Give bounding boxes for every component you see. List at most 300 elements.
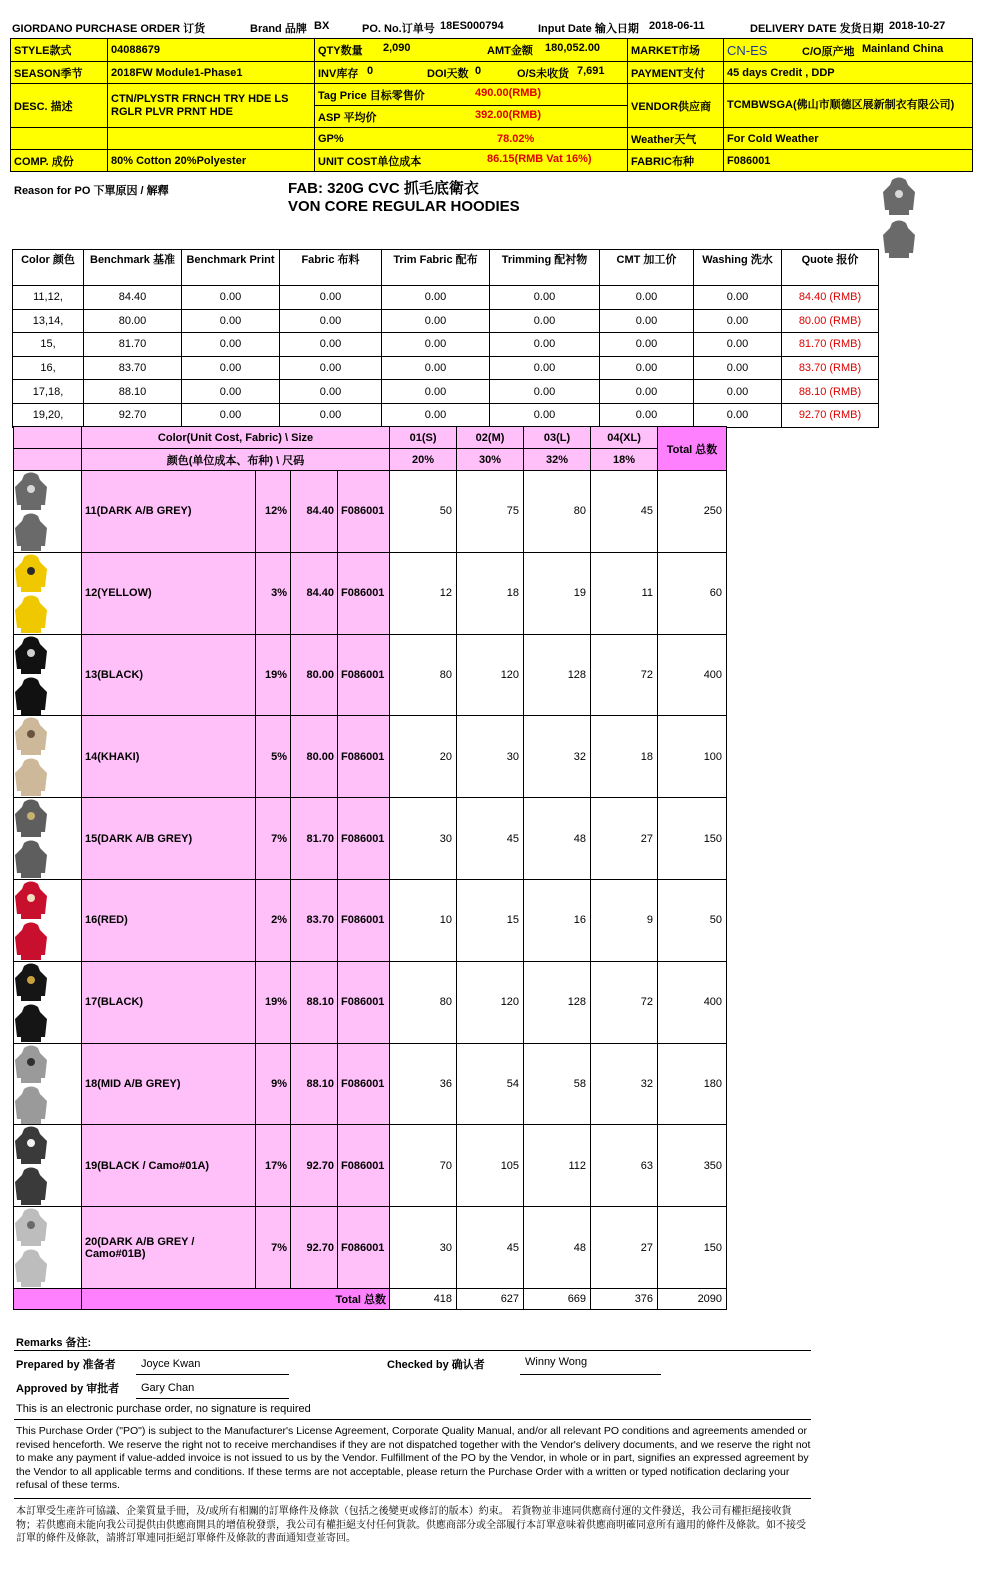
inv-doi-os-cell	[315, 62, 628, 84]
amt-label: AMT金额	[487, 45, 533, 57]
unit-cost: 92.70	[291, 1207, 338, 1289]
color-name: 16(RED)	[82, 879, 256, 961]
row-total: 60	[658, 552, 727, 634]
hoodie-front-icon	[14, 880, 48, 920]
unit-cost: 84.40	[291, 552, 338, 634]
hoodie-front-icon	[14, 635, 48, 675]
qty-s: 36	[390, 1043, 457, 1125]
remarks-line	[14, 1350, 811, 1351]
quote-value-cell: 0.00	[382, 403, 490, 427]
hoodie-back-icon	[14, 1166, 48, 1206]
row-total: 400	[658, 961, 727, 1043]
co-label: C/O原产地	[802, 46, 855, 58]
quote-header-row	[13, 250, 879, 286]
quote-value-cell: 0.00	[182, 309, 280, 333]
desc-label: DESC. 描述	[11, 84, 108, 128]
hoodie-front-icon	[14, 1125, 48, 1165]
unit-cost: 80.00	[291, 634, 338, 716]
style-label: STYLE款式	[11, 39, 108, 62]
quote-value-cell: 0.00	[280, 403, 382, 427]
hoodie-back-icon	[14, 1003, 48, 1043]
quote-value-cell: 0.00	[490, 286, 600, 310]
fabric-code: F086001	[338, 471, 390, 553]
gp-cell	[315, 128, 628, 150]
qty-s: 12	[390, 552, 457, 634]
qty-m: 120	[457, 634, 524, 716]
hoodie-thumbnail	[14, 879, 82, 961]
quote-value-cell: 83.70	[84, 356, 182, 380]
qty-m: 54	[457, 1043, 524, 1125]
inv-label: INV库存	[318, 67, 359, 80]
quote-value-cell: 80.00	[84, 309, 182, 333]
quote-value-cell: 0.00	[382, 309, 490, 333]
fab-title-line-1: FAB: 320G CVC 抓毛底衛衣	[288, 180, 479, 197]
quote-value-cell: 92.70	[84, 403, 182, 427]
hoodie-back-icon	[14, 676, 48, 716]
quote-value-cell: 0.00	[694, 286, 782, 310]
quote-header-washing: Washing 洗水	[694, 250, 782, 286]
quote-value-cell: 0.00	[280, 333, 382, 357]
hoodie-front-icon	[14, 716, 48, 756]
doi-label: DOI天数	[427, 67, 469, 80]
size-name-m: 02(M)	[457, 427, 524, 449]
color-name: 18(MID A/B GREY)	[82, 1043, 256, 1125]
quote-value-cell: 0.00	[490, 380, 600, 404]
qty-l: 112	[524, 1125, 591, 1207]
qty-xl: 9	[591, 879, 658, 961]
qty-s: 50	[390, 471, 457, 553]
co-value: Mainland China	[862, 43, 944, 55]
color-name: 12(YELLOW)	[82, 552, 256, 634]
remarks-label: Remarks 备注:	[16, 1337, 92, 1349]
unit-cost: 88.10	[291, 961, 338, 1043]
quote-header-trimming: Trimming 配衬物	[490, 250, 600, 286]
size-pct-m: 30%	[457, 449, 524, 471]
quote-value-cell: 0.00	[694, 356, 782, 380]
quote-value-cell: 0.00	[280, 286, 382, 310]
market-label: MARKET市场	[628, 39, 724, 62]
hoodie-thumbnail	[14, 798, 82, 880]
qty-l: 48	[524, 1207, 591, 1289]
comp-value: 80% Cotton 20%Polyester	[108, 150, 315, 172]
approved-by: Gary Chan	[141, 1382, 195, 1394]
quote-value-cell: 0.00	[490, 403, 600, 427]
quote-price-cell: 83.70 (RMB)	[782, 356, 879, 380]
unit-cost: 92.70	[291, 1125, 338, 1207]
hoodie-back-icon	[14, 512, 48, 552]
po-number: 18ES000794	[440, 20, 504, 32]
size-pct-l: 32%	[524, 449, 591, 471]
input-date-label: Input Date 输入日期	[538, 23, 639, 35]
quote-price-cell: 81.70 (RMB)	[782, 333, 879, 357]
qty-l: 128	[524, 961, 591, 1043]
hoodie-back-icon	[882, 219, 916, 259]
vendor-label: VENDOR供应商	[628, 84, 724, 128]
quote-value-cell: 0.00	[280, 380, 382, 404]
color-name: 11(DARK A/B GREY)	[82, 471, 256, 553]
empty-cell	[108, 128, 315, 150]
hoodie-thumbnail	[14, 634, 82, 716]
checked-line	[520, 1374, 661, 1375]
fabric-value: F086001	[724, 150, 973, 172]
gp-label: GP%	[318, 132, 344, 145]
qty-value: 2,090	[383, 42, 411, 54]
hoodie-front-icon	[14, 962, 48, 1002]
color-row	[14, 798, 727, 880]
checked-by: Winny Wong	[525, 1356, 588, 1368]
size-header-cn: 颜色(单位成本、布种) \ 尺码	[82, 449, 390, 471]
quote-row	[13, 286, 879, 310]
quote-header-quote: Quote 报价	[782, 250, 879, 286]
quote-header-trim-fabric: Trim Fabric 配布	[382, 250, 490, 286]
quote-value-cell: 0.00	[382, 333, 490, 357]
color-pct: 9%	[256, 1043, 291, 1125]
color-pct: 7%	[256, 798, 291, 880]
color-row	[14, 552, 727, 634]
size-total: 418	[390, 1288, 457, 1309]
color-name: 19(BLACK / Camo#01A)	[82, 1125, 256, 1207]
desc-value: CTN/PLYSTR FRNCH TRY HDE LS RGLR PLVR PRNT HDE	[108, 84, 315, 128]
gp-value: 78.02%	[497, 132, 535, 145]
grand-total: 2090	[658, 1288, 727, 1309]
qty-xl: 72	[591, 961, 658, 1043]
qty-l: 80	[524, 471, 591, 553]
size-pct-row	[14, 449, 727, 471]
qty-l: 48	[524, 798, 591, 880]
fabric-code: F086001	[338, 879, 390, 961]
fabric-code: F086001	[338, 1207, 390, 1289]
quote-value-cell: 0.00	[382, 286, 490, 310]
size-name-xl: 04(XL)	[591, 427, 658, 449]
qty-xl: 45	[591, 471, 658, 553]
qty-s: 30	[390, 1207, 457, 1289]
hoodie-front-icon	[14, 553, 48, 593]
size-name-l: 03(L)	[524, 427, 591, 449]
qty-m: 15	[457, 879, 524, 961]
qty-xl: 27	[591, 1207, 658, 1289]
size-name-s: 01(S)	[390, 427, 457, 449]
quote-value-cell: 0.00	[600, 403, 694, 427]
row-total: 150	[658, 798, 727, 880]
prepared-by: Joyce Kwan	[141, 1358, 201, 1370]
hoodie-back-icon	[14, 921, 48, 961]
size-total: 669	[524, 1288, 591, 1309]
size-header-row	[14, 427, 727, 449]
fab-title	[288, 180, 520, 216]
quote-value-cell: 0.00	[490, 356, 600, 380]
color-row	[14, 716, 727, 798]
qty-xl: 11	[591, 552, 658, 634]
season-value: 2018FW Module1-Phase1	[108, 62, 315, 84]
hoodie-back-icon	[14, 839, 48, 879]
fabric-code: F086001	[338, 634, 390, 716]
brand-value: BX	[314, 20, 330, 32]
market-co-cell	[724, 39, 973, 62]
qty-s: 80	[390, 961, 457, 1043]
fabric-label: FABRIC布种	[628, 150, 724, 172]
terms-cn: 本訂單受生產許可協議、企業質量手冊，及/或所有相關的訂單條件及條款（包括之後變更或修訂的版本）約束。 若貨物並非連同供應商付運的文件發送，我公司有權拒絕接收貨物；若供應商未能向我公司提供由供應商開具的增值稅發票，我公司有權拒絕支付任何貨款。供應商部分或全部履行本訂單意味着供應商明確同意所有適用的條件及條款。如不接受訂單的條件及條款，請將訂單連同拒絕訂單條件及條款的書面通知壹並寄回。	[16, 1506, 806, 1545]
qty-xl: 63	[591, 1125, 658, 1207]
color-pct: 2%	[256, 879, 291, 961]
quote-value-cell: 84.40	[84, 286, 182, 310]
color-row	[14, 1125, 727, 1207]
color-name: 14(KHAKI)	[82, 716, 256, 798]
row-total: 250	[658, 471, 727, 553]
tag-price-value: 490.00(RMB)	[475, 87, 542, 99]
payment-value: 45 days Credit , DDP	[724, 62, 973, 84]
size-breakdown-table	[13, 426, 727, 1310]
qty-m: 18	[457, 552, 524, 634]
quote-value-cell: 0.00	[600, 356, 694, 380]
quote-header-benchmark: Benchmark 基准	[84, 250, 182, 286]
input-date: 2018-06-11	[649, 20, 705, 32]
inv-value: 0	[367, 64, 374, 77]
qty-xl: 18	[591, 716, 658, 798]
quote-value-cell: 81.70	[84, 333, 182, 357]
quote-value-cell: 0.00	[694, 333, 782, 357]
totals-blank	[14, 1288, 82, 1309]
qty-xl: 32	[591, 1043, 658, 1125]
vendor-value: TCMBWSGA(佛山市顺德区展新制衣有限公司)	[724, 84, 973, 128]
approved-line	[136, 1398, 289, 1399]
tag-price-row	[315, 84, 627, 106]
quote-value-cell: 0.00	[490, 309, 600, 333]
po-title: GIORDANO PURCHASE ORDER 订货	[12, 23, 206, 35]
size-header-en: Color(Unit Cost, Fabric) \ Size	[82, 427, 390, 449]
quote-row	[13, 403, 879, 427]
qty-label: QTY数量	[318, 45, 363, 57]
doi-value: 0	[475, 64, 482, 77]
po-number-label: PO. No.订单号	[362, 23, 435, 35]
fabric-code: F086001	[338, 798, 390, 880]
quote-color-cell: 15,	[13, 333, 84, 357]
asp-label: ASP 平均价	[318, 112, 377, 124]
unit-cost: 84.40	[291, 471, 338, 553]
weather-label: Weather天气	[628, 128, 724, 150]
empty-cell	[11, 128, 108, 150]
size-pct-xl: 18%	[591, 449, 658, 471]
qty-l: 128	[524, 634, 591, 716]
payment-label: PAYMENT支付	[628, 62, 724, 84]
quote-value-cell: 0.00	[382, 380, 490, 404]
quote-value-cell: 0.00	[600, 309, 694, 333]
totals-row	[14, 1288, 727, 1309]
quote-header-cmt: CMT 加工价	[600, 250, 694, 286]
hoodie-thumbnail	[14, 552, 82, 634]
qty-m: 105	[457, 1125, 524, 1207]
fabric-code: F086001	[338, 552, 390, 634]
weather-value: For Cold Weather	[724, 128, 973, 150]
quote-value-cell: 0.00	[600, 333, 694, 357]
asp-value: 392.00(RMB)	[475, 109, 542, 121]
unit-cost: 81.70	[291, 798, 338, 880]
size-total: 376	[591, 1288, 658, 1309]
color-pct: 12%	[256, 471, 291, 553]
quote-row	[13, 356, 879, 380]
quote-value-cell: 0.00	[694, 309, 782, 333]
hoodie-front-icon	[14, 1044, 48, 1084]
fabric-code: F086001	[338, 1043, 390, 1125]
divider-line	[14, 1419, 811, 1420]
row-total: 400	[658, 634, 727, 716]
color-pct: 19%	[256, 634, 291, 716]
comp-label: COMP. 成份	[11, 150, 108, 172]
quote-row	[13, 333, 879, 357]
quote-value-cell: 0.00	[382, 356, 490, 380]
unit-cost: 80.00	[291, 716, 338, 798]
hoodie-back-icon	[14, 594, 48, 634]
quote-value-cell: 0.00	[182, 333, 280, 357]
quote-header-benchmark-print: Benchmark Print	[182, 250, 280, 286]
quote-row	[13, 309, 879, 333]
qty-xl: 72	[591, 634, 658, 716]
row-total: 150	[658, 1207, 727, 1289]
qty-xl: 27	[591, 798, 658, 880]
quote-price-cell: 88.10 (RMB)	[782, 380, 879, 404]
qty-l: 32	[524, 716, 591, 798]
unit-cost-label: UNIT COST单位成本	[318, 155, 422, 168]
hoodie-front-icon	[14, 1207, 48, 1247]
qty-s: 10	[390, 879, 457, 961]
fabric-code: F086001	[338, 961, 390, 1043]
color-name: 13(BLACK)	[82, 634, 256, 716]
row-total: 100	[658, 716, 727, 798]
asp-row	[315, 106, 627, 127]
row-total: 50	[658, 879, 727, 961]
quote-value-cell: 0.00	[182, 286, 280, 310]
quote-table	[12, 249, 879, 428]
fabric-code: F086001	[338, 1125, 390, 1207]
color-name: 20(DARK A/B GREY / Camo#01B)	[82, 1207, 256, 1289]
size-pct-s: 20%	[390, 449, 457, 471]
quote-row	[13, 380, 879, 404]
delivery-date-label: DELIVERY DATE 发货日期	[750, 23, 884, 35]
qty-m: 30	[457, 716, 524, 798]
quote-value-cell: 0.00	[490, 333, 600, 357]
quote-color-cell: 19,20,	[13, 403, 84, 427]
quote-price-cell: 84.40 (RMB)	[782, 286, 879, 310]
color-name: 17(BLACK)	[82, 961, 256, 1043]
prepared-line	[136, 1374, 289, 1375]
qty-amt-cell	[315, 39, 628, 62]
quote-price-cell: 92.70 (RMB)	[782, 403, 879, 427]
color-pct: 3%	[256, 552, 291, 634]
quote-color-cell: 11,12,	[13, 286, 84, 310]
total-header: Total 总数	[658, 427, 727, 471]
hoodie-back-icon	[14, 1085, 48, 1125]
quote-header-fabric: Fabric 布料	[280, 250, 382, 286]
qty-l: 16	[524, 879, 591, 961]
quote-color-cell: 16,	[13, 356, 84, 380]
row-total: 180	[658, 1043, 727, 1125]
color-pct: 19%	[256, 961, 291, 1043]
quote-value-cell: 0.00	[182, 403, 280, 427]
header-blank	[14, 427, 82, 449]
hoodie-front-icon	[14, 471, 48, 511]
quote-color-cell: 17,18,	[13, 380, 84, 404]
totals-label: Total 总数	[82, 1288, 390, 1309]
price-cell	[315, 84, 628, 128]
qty-m: 75	[457, 471, 524, 553]
quote-value-cell: 0.00	[280, 356, 382, 380]
hoodie-back-icon	[14, 1248, 48, 1288]
hoodie-front-icon	[14, 798, 48, 838]
quote-value-cell: 0.00	[182, 380, 280, 404]
color-pct: 5%	[256, 716, 291, 798]
prepared-label: Prepared by 准备者	[16, 1359, 116, 1371]
order-info-grid	[10, 38, 973, 172]
color-row	[14, 1207, 727, 1289]
quote-value-cell: 0.00	[694, 380, 782, 404]
hoodie-thumbnail	[14, 1207, 82, 1289]
color-row	[14, 1043, 727, 1125]
unit-cost: 83.70	[291, 879, 338, 961]
quote-color-cell: 13,14,	[13, 309, 84, 333]
fabric-code: F086001	[338, 716, 390, 798]
qty-l: 58	[524, 1043, 591, 1125]
tag-price-label: Tag Price 目标零售价	[318, 90, 425, 102]
quote-header-color: Color 颜色	[13, 250, 84, 286]
amt-value: 180,052.00	[545, 42, 601, 54]
hoodie-front-icon	[882, 176, 916, 216]
brand-label: Brand 品牌	[250, 23, 307, 35]
electronic-note: This is an electronic purchase order, no signature is required	[16, 1403, 311, 1415]
quote-value-cell: 88.10	[84, 380, 182, 404]
qty-s: 30	[390, 798, 457, 880]
style-value: 04088679	[108, 39, 315, 62]
unit-cost-value: 86.15(RMB Vat 16%)	[487, 152, 592, 165]
hoodie-back-icon	[14, 757, 48, 797]
hoodie-thumbnail	[14, 471, 82, 553]
qty-s: 20	[390, 716, 457, 798]
qty-l: 19	[524, 552, 591, 634]
delivery-date: 2018-10-27	[889, 20, 946, 32]
size-total: 627	[457, 1288, 524, 1309]
color-pct: 17%	[256, 1125, 291, 1207]
reason-label: Reason for PO 下單原因 / 解釋	[14, 185, 169, 197]
quote-value-cell: 0.00	[280, 309, 382, 333]
row-total: 350	[658, 1125, 727, 1207]
qty-m: 45	[457, 798, 524, 880]
unit-cost: 88.10	[291, 1043, 338, 1125]
po-header	[12, 18, 972, 36]
hoodie-thumbnail	[14, 961, 82, 1043]
hoodie-thumbnail	[14, 1125, 82, 1207]
market-value: CN-ES	[727, 42, 768, 58]
quote-value-cell: 0.00	[600, 286, 694, 310]
hoodie-thumbnail	[14, 716, 82, 798]
os-value: 7,691	[577, 64, 605, 77]
fab-title-line-2: VON CORE REGULAR HOODIES	[288, 198, 520, 215]
quote-value-cell: 0.00	[182, 356, 280, 380]
color-pct: 7%	[256, 1207, 291, 1289]
color-row	[14, 471, 727, 553]
os-label: O/S未收货	[517, 67, 569, 80]
hoodie-thumbnail	[14, 1043, 82, 1125]
qty-s: 80	[390, 634, 457, 716]
quote-value-cell: 0.00	[600, 380, 694, 404]
color-row	[14, 961, 727, 1043]
quote-value-cell: 0.00	[694, 403, 782, 427]
color-name: 15(DARK A/B GREY)	[82, 798, 256, 880]
unit-cost-cell	[315, 150, 628, 172]
approved-label: Approved by 审批者	[16, 1383, 120, 1395]
checked-label: Checked by 确认者	[387, 1359, 485, 1371]
quote-price-cell: 80.00 (RMB)	[782, 309, 879, 333]
terms-en: This Purchase Order ("PO") is subject to the Manufacturer's License Agreement, Corporate Quality Manual, and/or all relevant PO conditions and agreements amended or revised henceforth. We reserve the right not to receive merchandises if they are not dispatched together with the Vendor's delivery documents, and we reserve the right not to make any payment if value-added invoice is not issued to us by the Vendor. Fulfillment of the PO by the Vendor, in whole or in part, signifies an expressed agreement by the Vendor to all applicable terms and conditions. If these terms are not acceptable, please return the Purchase Order with a written or typed notification declaring your refusal of these terms.	[16, 1425, 811, 1492]
color-row	[14, 634, 727, 716]
qty-s: 70	[390, 1125, 457, 1207]
